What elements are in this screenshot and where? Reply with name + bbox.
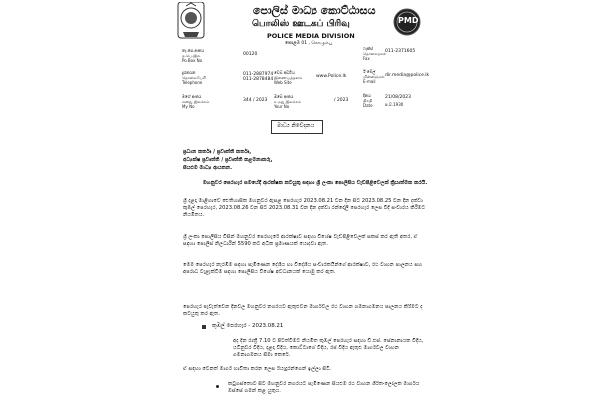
followup-line: ඒ සඳහා වෙනත් මාර්ග භාවිතා කරන ලෙස රියැදුරන්ගෙන් ඉල්ලා සිටී. (183, 366, 332, 372)
email-value: dir.media@police.lk (385, 73, 430, 78)
fax-label: ෆැක්ස් தொலைநகல் Fax (363, 46, 387, 61)
body-paragraph: ශ්‍රී දළදා මාළිගාවේ ඓතිහාසික මහනුවර ඇසළ පෙරහැර 2023.08.21 වන දින සිට 2023.08.25 වන දින දක්වා කුඹල් පෙරහැර, 2023.08.26 වන සිට 2023.08.31 වන දින දක්වා රන්දෝලි පෙරහැර ලෙස වීදි සංචාරය කිරීමට නියමිතය. (183, 198, 426, 219)
header-title-sinhala: පොලිස් මාධ්‍ය කොට්ඨාසය (253, 4, 376, 17)
body-paragraph: ශ්‍රී ලංකා පොලිසිය විසින් මහනුවර පෙරහැරේ ආරක්ෂාව සඳහා විශේෂ වැඩපිළිවෙලක් සකස් කර ඇති අතර, ඒ සඳහා පොලිස් නිලධාරීන් 5590 කට අධික ප්‍රමාණයක් යොදවා ඇත. (183, 234, 418, 248)
telephone-value: 011-2887974 011-2878484 (243, 72, 274, 82)
your-no-label: ඔබේ අංකය உமது இலக்கம் Your No (274, 94, 302, 109)
recipient-line: සියළුම මාධ්‍ය ආයතන. (183, 165, 233, 171)
body-paragraph: පෙරහැර පැවැත්වෙන දිනවල මහනුවර නගරයට ඇතුළුවන මාර්ගවල රථ වාහන ගමනාගමනය පාලනය කිරීමට ද කටයුතු කර ඇත. (183, 304, 423, 318)
section-paragraph: අද දින රාත්‍රී 7.10 ට පිටත්වීමට නියමිත කුඹල් පෙරහැර සඳහා ඩී.එස්. සේනානායක වීදිය, යටිනුවර වීදිය, දළදා වීදිය, කොට්ටාගේ වීදිය, රජ වීදිය ඇතුළු මාර්ගවල වාහන ගමනාගමනය සීමා කෙරේ. (233, 338, 424, 359)
recipient-line: ප්‍රධාන කර්තෘ / ප්‍රවෘත්ති කර්තෘ, (183, 149, 252, 155)
date-extra: ප.ව.1930 (385, 102, 404, 107)
website-value: www.Police.lk (316, 74, 347, 79)
police-emblem-icon (175, 2, 207, 42)
fax-value: 011-2371605 (385, 49, 416, 54)
your-no-value: / 2023 (334, 98, 349, 103)
recipient-line: අධ්‍යක්ෂ ප්‍රවෘත්ති / ප්‍රවෘත්ති කළමනාකරු, (183, 157, 273, 163)
telephone-label: දුරකථන தொலைபேசி Telephone (182, 70, 206, 85)
date-label: දිනය திகதி Date (363, 93, 373, 108)
my-no-label: මගේ අංකය எனது இலக்கம் My No (182, 94, 210, 109)
press-release-label: මාධ්‍ය නිවේදනය (277, 123, 315, 129)
subject-heading: මහනුවර පෙරහැර සමයේදී ආරක්ෂක කටයුතු සඳහා ශ්‍රී ලංකා පොලිසිය වැඩපිළිවෙලක් ක්‍රියාත්මක කරයි. (202, 180, 428, 186)
press-release-box (271, 120, 323, 134)
po-box-label: තැ.පෙ.අංකය த.பெ.இல Po.Box No (182, 48, 204, 63)
square-bullet-icon (202, 325, 206, 329)
section-heading: කුඹල් පෙරහැර - 2023.08.21 (212, 323, 284, 329)
website-label: වෙබ් අඩවිය இணையத்தளம் Web Site (274, 70, 303, 85)
header-title-english: POLICE MEDIA DIVISION (267, 32, 355, 40)
date-value: 21/08/2023 (385, 95, 411, 100)
po-box-value: 00120 (243, 52, 258, 57)
email-label: ඊ මේල් மின்னஞ்சல் E-mail (363, 69, 385, 84)
pmd-logo-text: PMD (398, 16, 419, 25)
bullet-item: කටුගස්තොට සිට මහනුවර නගරයට පැමිණෙන සියළුම රථ වාහන ශිරිතංලෝලක මාර්ගය ඔස්සේ ගමන් කළ යුතුය. (228, 381, 420, 395)
header-title-tamil: பொலிஸ் ஊடகப் பிரிவு (252, 19, 350, 29)
my-no-value: 344 / 2023 (243, 98, 268, 103)
body-paragraph: මෙම පෙරහැර නැරඹීම සඳහා පැමිණෙන දේශීය හා විදේශීය සංචාරකයින්ගේ ආරක්ෂාව, රථ වාහන පාලනය සහ අපරාධ වැළැක්වීම සඳහා පොලිසිය විශේෂ අවධානයක් යොමු කර ඇත. (183, 262, 423, 276)
header-address: කොළඹ 01 , கொழும்பு (285, 41, 332, 46)
round-bullet-icon (216, 385, 219, 388)
